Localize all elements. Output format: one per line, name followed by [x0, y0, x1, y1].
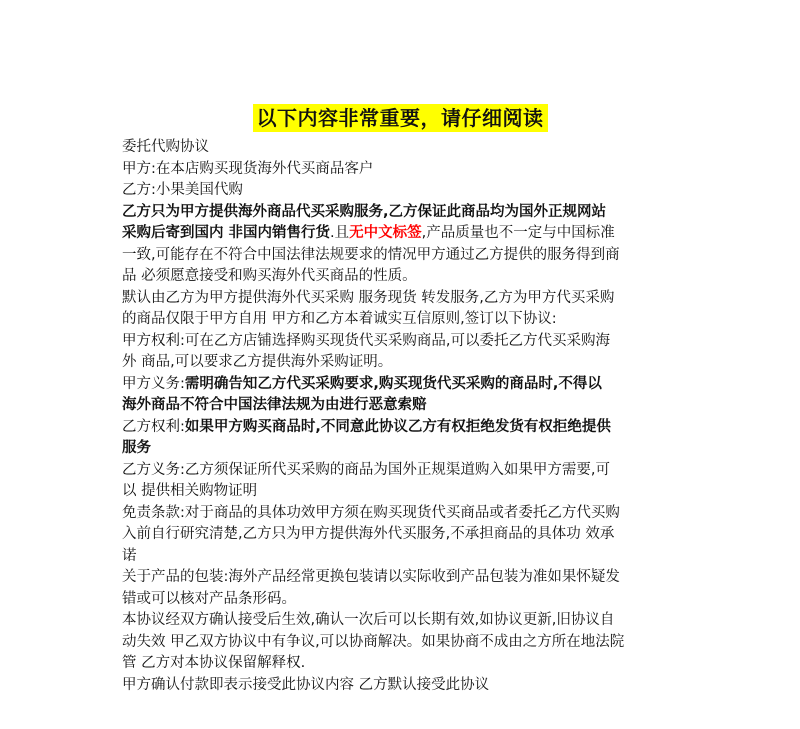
party-b-duties-line-2: 以 提供相关购物证明 [122, 483, 258, 499]
packaging-line-1: 关于产品的包装:海外产品经常更换包装请以实际收到产品包装为准如果怀疑发 [122, 569, 620, 585]
party-a-rights-line-2: 外 商品,可以要求乙方提供海外采购证明。 [122, 354, 393, 370]
agreement-body [122, 137, 692, 696]
party-b-duties-line-1: 乙方义务:乙方须保证所代买采购的商品为国外正规渠道购入如果甲方需要,可 [122, 461, 610, 478]
title-wrap [0, 104, 800, 132]
no-chinese-label-warning: 无中文标签 [349, 225, 422, 241]
disclaimer-line-2: 入前自行研究清楚,乙方只为甲方提供海外代买服务,不承担商品的具体功 效承 [122, 526, 615, 542]
default-service-line-1: 默认由乙方为甲方提供海外代买采购 服务现货 转发服务,乙方为甲方代买采购 [122, 289, 615, 306]
statement-line-2: 采购后寄到国内 非国内销售行货.且无中文标签,产品质量也不一定与中国标准 [122, 225, 615, 241]
party-b-rights-line-2: 服务 [122, 440, 151, 456]
packaging-line-2: 错或可以核对产品条形码。 [122, 590, 296, 607]
validity-line-3: 管 乙方对本协议保留解释权. [122, 655, 306, 671]
disclaimer-line-3: 诺 [122, 547, 137, 564]
statement-line-4: 品 必须愿意接受和购买海外代买商品的性质。 [122, 268, 417, 284]
agreement-heading: 委托代购协议 [122, 139, 209, 155]
statement-line-1: 乙方只为甲方提供海外商品代买采购服务,乙方保证此商品均为国外正规网站 [122, 203, 607, 220]
disclaimer-line-1: 免责条款:对于商品的具体功效甲方须在购买现货代买商品或者委托乙方代买购 [122, 504, 620, 521]
party-a-duties-line-1: 甲方义务:需明确告知乙方代买采购要求,购买现货代买采购的商品时,不得以 [122, 375, 602, 392]
statement-line-3: 一致,可能存在不符合中国法律法规要求的情况甲方通过乙方提供的服务得到商 [122, 246, 620, 263]
party-a-line: 甲方:在本店购买现货海外代买商品客户 [122, 160, 374, 177]
payment-confirmation-line: 甲方确认付款即表示接受此协议内容 乙方默认接受此协议 [122, 676, 490, 693]
party-b-line: 乙方:小果美国代购 [122, 182, 243, 198]
default-service-line-2: 的商品仅限于甲方自用 甲方和乙方本着诚实互信原则,签订以下协议: [122, 311, 557, 327]
party-b-rights-line-1: 乙方权利:如果甲方购买商品时,不同意此协议乙方有权拒绝发货有权拒绝提供 [122, 418, 611, 435]
party-a-rights-line-1: 甲方权利:可在乙方店铺选择购买现货代买采购商品,可以委托乙方代买采购海 [122, 332, 610, 349]
validity-line-2: 动失效 甲乙双方协议中有争议,可以协商解决。如果协商不成由之方所在地法院 [122, 633, 625, 650]
party-a-duties-line-2: 海外商品不符合中国法律法规为由进行恶意索赔 [122, 397, 427, 413]
notice-title: 以下内容非常重要，请仔细阅读 [253, 104, 548, 132]
validity-line-1: 本协议经双方确认接受后生效,确认一次后可以长期有效,如协议更新,旧协议自 [122, 612, 615, 628]
